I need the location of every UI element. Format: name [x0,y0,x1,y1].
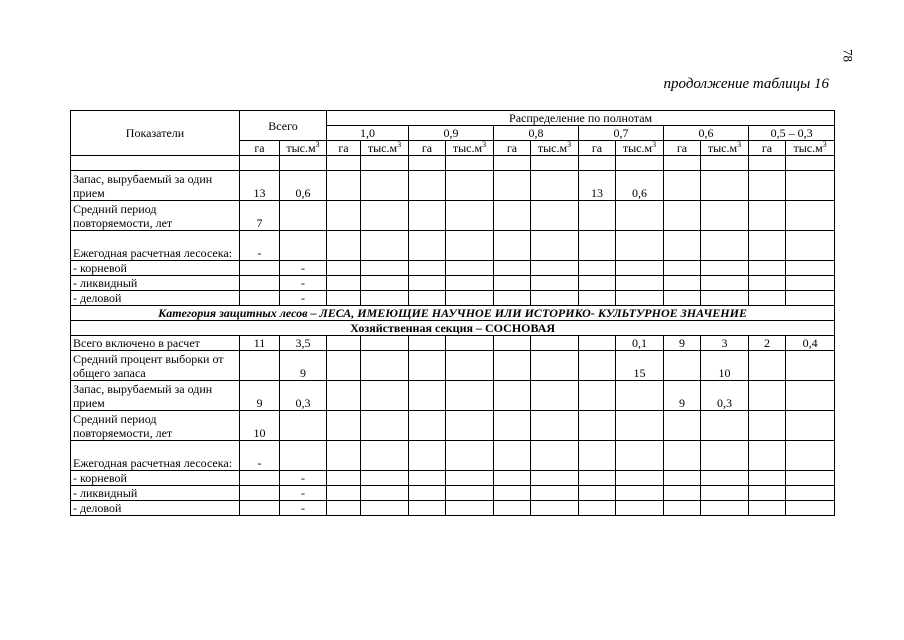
empty-cell [71,156,240,171]
value-cell [701,231,749,261]
table-row [71,261,835,276]
value-cell: 7 [240,201,280,231]
value-cell [531,351,579,381]
empty-cell [327,156,361,171]
value-cell [361,276,409,291]
value-cell [664,231,701,261]
value-cell: 0,6 [616,171,664,201]
value-cell [240,486,280,501]
empty-cell [240,156,280,171]
value-cell: 9 [280,351,327,381]
value-cell [579,381,616,411]
unit-volume-text: тыс.м [286,141,316,155]
value-cell [494,201,531,231]
value-cell [327,441,361,471]
value-cell [361,486,409,501]
value-cell [579,336,616,351]
value-cell [494,471,531,486]
value-cell [531,231,579,261]
unit-area-header: га [327,141,361,156]
value-cell [494,411,531,441]
value-cell [409,351,446,381]
unit-area-header: га [749,141,786,156]
value-cell [494,231,531,261]
value-cell [749,441,786,471]
value-cell [327,336,361,351]
value-cell [616,486,664,501]
value-cell [409,441,446,471]
row-label: - ликвидный [71,276,240,291]
spacer-row [71,156,835,171]
row-label: - деловой [71,291,240,306]
row-label: - корневой [71,261,240,276]
value-cell: 11 [240,336,280,351]
value-cell [446,486,494,501]
value-cell [446,291,494,306]
value-cell [664,441,701,471]
value-cell [327,501,361,516]
value-cell [409,261,446,276]
value-cell [749,471,786,486]
value-cell [786,261,835,276]
value-cell [579,201,616,231]
row-label: Всего включено в расчет [71,336,240,351]
value-cell: 13 [240,171,280,201]
table-row [71,381,835,411]
value-cell [361,171,409,201]
value-cell [579,261,616,276]
value-cell [361,261,409,276]
value-cell [749,201,786,231]
value-cell: - [280,471,327,486]
value-cell: 3 [701,336,749,351]
value-cell [579,471,616,486]
unit-volume-text: тыс.м [622,141,653,155]
unit-volume-exponent: 3 [822,140,827,149]
row-label: Средний период повторяемости, лет [71,201,240,231]
unit-volume-text: тыс.м [793,141,823,155]
value-cell [494,501,531,516]
value-cell: - [280,486,327,501]
value-cell [786,471,835,486]
value-cell: 0,1 [616,336,664,351]
value-cell [446,231,494,261]
unit-volume-header [280,141,327,156]
value-cell [531,261,579,276]
value-cell [531,486,579,501]
value-cell [701,501,749,516]
value-cell: 9 [664,336,701,351]
value-cell [786,486,835,501]
table-row [71,411,835,441]
unit-volume-header [616,141,664,156]
value-cell [786,231,835,261]
value-cell [446,276,494,291]
value-cell [664,471,701,486]
value-cell [494,441,531,471]
row-label: Средний процент выборки от общего запаса [71,351,240,381]
value-cell [409,501,446,516]
protection-category-row [71,306,835,321]
value-cell: 2 [749,336,786,351]
value-cell: 10 [240,411,280,441]
value-cell [361,411,409,441]
value-cell [664,501,701,516]
unit-volume-exponent: 3 [567,140,572,149]
empty-cell [701,156,749,171]
unit-area-header: га [579,141,616,156]
value-cell [616,471,664,486]
value-cell [531,381,579,411]
value-cell [240,471,280,486]
value-cell [280,231,327,261]
empty-cell [494,156,531,171]
value-cell [616,441,664,471]
value-cell [494,351,531,381]
unit-area-header: га [240,141,280,156]
value-cell [240,501,280,516]
unit-volume-exponent: 3 [737,140,742,149]
value-cell [616,291,664,306]
unit-volume-text: тыс.м [707,141,738,155]
value-cell [409,486,446,501]
value-cell [446,411,494,441]
value-cell [664,291,701,306]
value-cell [409,171,446,201]
value-cell [616,381,664,411]
value-cell [409,381,446,411]
table-continuation-caption: продолжение таблицы 16 [663,76,829,92]
table-row [71,336,835,351]
table-row [71,291,835,306]
value-cell [531,501,579,516]
forest-data-table [70,110,835,516]
value-cell [409,276,446,291]
value-cell [616,231,664,261]
value-cell [749,291,786,306]
value-cell: 0,6 [280,171,327,201]
header-density-group: 1,0 [327,126,409,141]
unit-volume-text: тыс.м [537,141,568,155]
value-cell [446,261,494,276]
value-cell [749,411,786,441]
value-cell [446,441,494,471]
value-cell [701,171,749,201]
unit-volume-exponent: 3 [315,140,320,149]
value-cell [327,471,361,486]
value-cell [701,201,749,231]
table-row [71,501,835,516]
value-cell [240,276,280,291]
value-cell [701,441,749,471]
row-label: - деловой [71,501,240,516]
empty-cell [749,156,786,171]
row-label: Ежегодная расчетная лесосека: [71,441,240,471]
unit-volume-exponent: 3 [482,140,487,149]
value-cell [616,276,664,291]
table-body [71,156,835,516]
value-cell [446,336,494,351]
value-cell [579,351,616,381]
value-cell [361,501,409,516]
value-cell [327,261,361,276]
value-cell [280,411,327,441]
value-cell [531,471,579,486]
value-cell [786,276,835,291]
value-cell [786,171,835,201]
header-density-group: 0,6 [664,126,749,141]
value-cell [409,201,446,231]
value-cell [240,261,280,276]
value-cell [409,336,446,351]
row-label: Средний период повторяемости, лет [71,411,240,441]
value-cell [361,471,409,486]
table-header [71,111,835,156]
unit-area-header: га [409,141,446,156]
table-row [71,441,835,471]
value-cell [579,486,616,501]
value-cell [664,201,701,231]
value-cell [409,471,446,486]
header-total: Всего [240,111,327,141]
empty-cell [531,156,579,171]
value-cell [579,291,616,306]
value-cell: 13 [579,171,616,201]
value-cell [664,261,701,276]
value-cell [494,486,531,501]
management-section-title: Хозяйственная секция – СОСНОВАЯ [71,321,835,336]
value-cell [786,201,835,231]
value-cell [361,351,409,381]
unit-area-header: га [494,141,531,156]
empty-cell [616,156,664,171]
value-cell: 10 [701,351,749,381]
value-cell [327,201,361,231]
value-cell [664,486,701,501]
header-density-group: 0,5 – 0,3 [749,126,835,141]
value-cell [327,351,361,381]
header-indicators: Показатели [71,111,240,156]
value-cell [446,471,494,486]
header-distribution: Распределение по полнотам [327,111,835,126]
value-cell [494,171,531,201]
unit-volume-header [446,141,494,156]
value-cell [579,441,616,471]
empty-cell [446,156,494,171]
value-cell [494,261,531,276]
value-cell [494,291,531,306]
value-cell: - [280,501,327,516]
value-cell [361,441,409,471]
page-number: 78 [840,49,856,62]
value-cell [786,501,835,516]
value-cell: 9 [664,381,701,411]
table-row [71,486,835,501]
empty-cell [786,156,835,171]
value-cell [664,276,701,291]
header-density-group: 0,9 [409,126,494,141]
value-cell: 15 [616,351,664,381]
value-cell [701,276,749,291]
value-cell [446,201,494,231]
value-cell [579,411,616,441]
value-cell [409,411,446,441]
table-row [71,351,835,381]
value-cell [749,231,786,261]
value-cell [749,381,786,411]
value-cell [531,336,579,351]
value-cell: - [240,441,280,471]
value-cell [361,336,409,351]
value-cell [327,291,361,306]
value-cell [240,351,280,381]
row-label: - ликвидный [71,486,240,501]
value-cell [327,231,361,261]
value-cell [664,411,701,441]
value-cell [531,201,579,231]
header-density-group: 0,8 [494,126,579,141]
value-cell: - [280,291,327,306]
empty-cell [280,156,327,171]
value-cell [616,261,664,276]
value-cell [361,201,409,231]
value-cell [446,351,494,381]
empty-cell [409,156,446,171]
value-cell [786,291,835,306]
row-label: - корневой [71,471,240,486]
value-cell [494,336,531,351]
value-cell [361,381,409,411]
value-cell: - [280,276,327,291]
row-label: Запас, вырубаемый за один прием [71,381,240,411]
management-section-title-row [71,321,835,336]
value-cell [786,381,835,411]
value-cell [701,261,749,276]
value-cell [749,486,786,501]
value-cell [361,231,409,261]
empty-cell [361,156,409,171]
unit-volume-header [701,141,749,156]
unit-volume-header [531,141,579,156]
value-cell [327,381,361,411]
unit-volume-exponent: 3 [652,140,657,149]
value-cell [616,201,664,231]
value-cell [749,261,786,276]
row-label: Запас, вырубаемый за один прием [71,171,240,201]
unit-volume-exponent: 3 [397,140,402,149]
value-cell [786,411,835,441]
table-row [71,171,835,201]
empty-cell [664,156,701,171]
header-density-group: 0,7 [579,126,664,141]
value-cell [280,441,327,471]
value-cell [494,381,531,411]
value-cell [327,486,361,501]
value-cell [664,351,701,381]
table-row [71,276,835,291]
value-cell [327,171,361,201]
value-cell [616,501,664,516]
row-label: Ежегодная расчетная лесосека: [71,231,240,261]
value-cell [409,291,446,306]
value-cell [749,171,786,201]
unit-volume-text: тыс.м [452,141,483,155]
table-row [71,471,835,486]
empty-cell [579,156,616,171]
unit-volume-header [786,141,835,156]
value-cell: 0,3 [280,381,327,411]
value-cell [749,276,786,291]
value-cell: 9 [240,381,280,411]
value-cell [579,501,616,516]
value-cell [327,276,361,291]
value-cell [701,411,749,441]
value-cell [361,291,409,306]
value-cell [409,231,446,261]
value-cell [327,411,361,441]
value-cell [531,291,579,306]
value-cell [579,276,616,291]
value-cell [446,381,494,411]
value-cell: 0,3 [701,381,749,411]
value-cell [240,291,280,306]
value-cell: 0,4 [786,336,835,351]
value-cell [616,411,664,441]
table-row [71,231,835,261]
value-cell [531,411,579,441]
value-cell [701,486,749,501]
value-cell: - [240,231,280,261]
table-row [71,201,835,231]
value-cell [446,171,494,201]
value-cell [280,201,327,231]
value-cell: 3,5 [280,336,327,351]
value-cell [531,441,579,471]
unit-volume-header [361,141,409,156]
value-cell [494,276,531,291]
value-cell [664,171,701,201]
value-cell [786,351,835,381]
value-cell [531,171,579,201]
unit-volume-text: тыс.м [367,141,398,155]
value-cell [531,276,579,291]
value-cell [749,501,786,516]
value-cell [701,471,749,486]
value-cell [446,501,494,516]
value-cell [786,441,835,471]
value-cell [579,231,616,261]
unit-area-header: га [664,141,701,156]
value-cell [701,291,749,306]
protection-category: Категория защитных лесов – ЛЕСА, ИМЕЮЩИЕ НАУЧНОЕ ИЛИ ИСТОРИКО- КУЛЬТУРНОЕ ЗНАЧЕНИЕ [71,306,835,321]
value-cell: - [280,261,327,276]
value-cell [749,351,786,381]
